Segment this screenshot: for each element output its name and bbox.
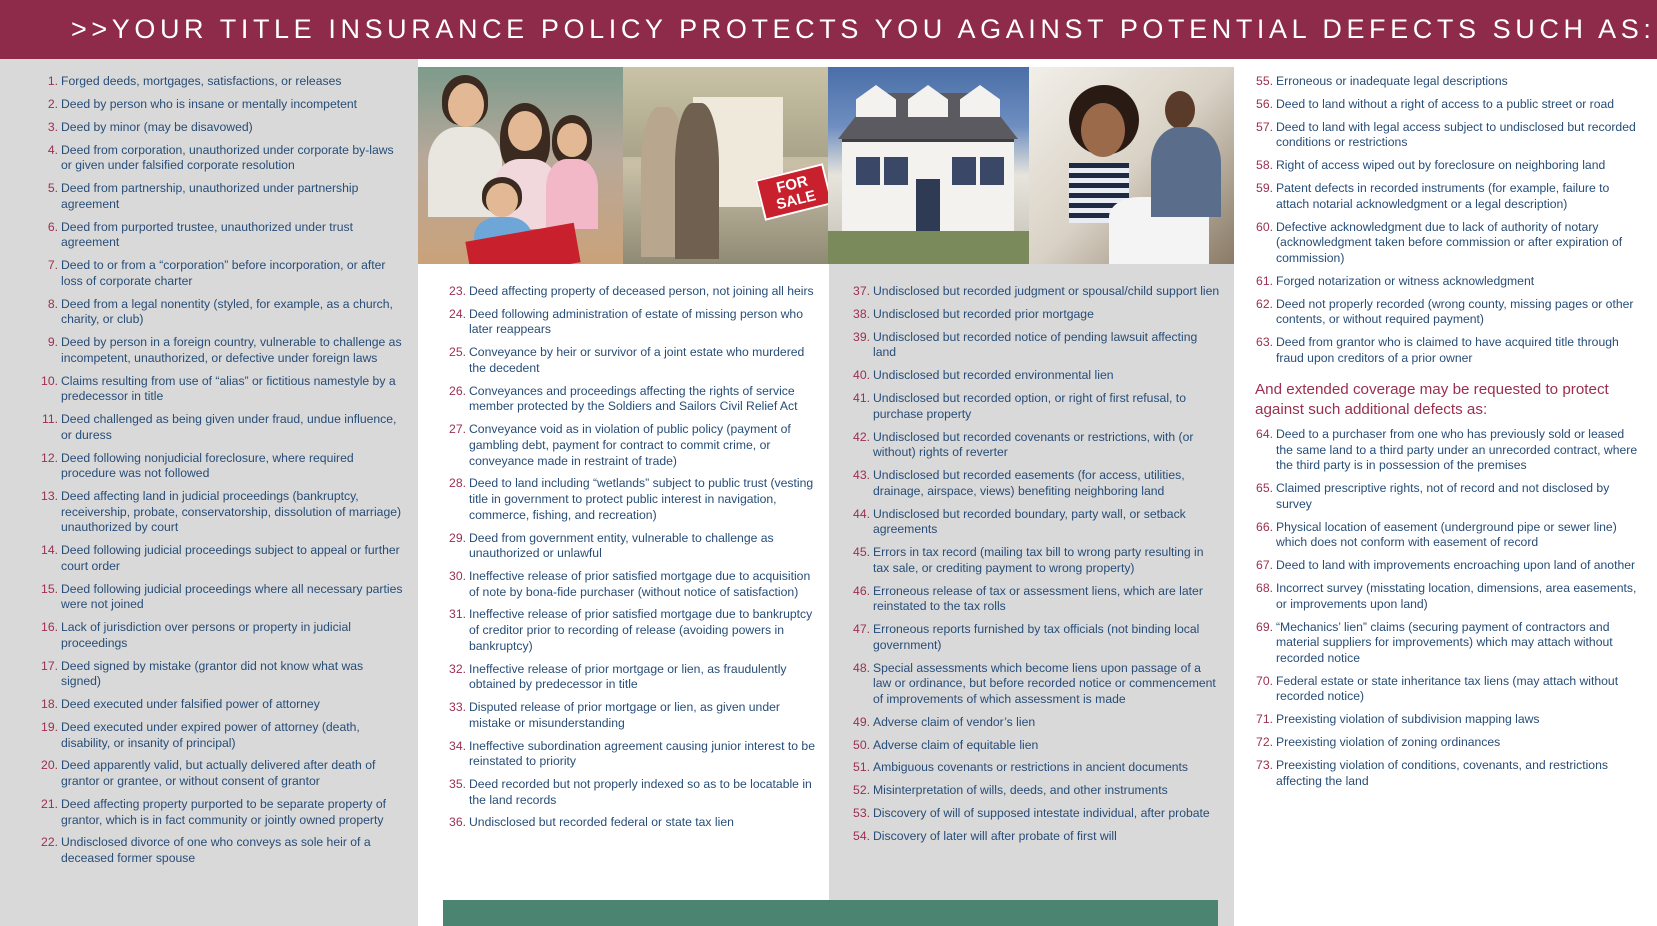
item-text: Undisclosed but recorded prior mortgage bbox=[873, 306, 1094, 321]
item-text: Deed from a legal nonentity (styled, for example, as a church, charity, or club) bbox=[61, 296, 393, 327]
list-item bbox=[40, 835, 418, 866]
list-item bbox=[40, 659, 418, 690]
item-text: Errors in tax record (mailing tax bill to wrong party resulting in tax sale, or crediting payment to wrong property) bbox=[873, 545, 1204, 575]
item-text: Incorrect survey (misstating location, dimensions, area easements, or improvements upon land) bbox=[1276, 581, 1637, 611]
item-text: Deed affecting property of deceased person, not joining all heirs bbox=[469, 284, 814, 298]
list-item bbox=[852, 545, 1234, 576]
extended-defect-list bbox=[1255, 427, 1657, 789]
item-text: Claimed prescriptive rights, not of record and not disclosed by survey bbox=[1276, 481, 1610, 511]
item-number: 73. bbox=[1256, 758, 1273, 773]
item-number: 58. bbox=[1256, 158, 1273, 173]
list-item bbox=[448, 284, 829, 300]
item-text: Undisclosed but recorded environmental lien bbox=[873, 368, 1114, 383]
list-item bbox=[1255, 481, 1657, 512]
list-item bbox=[1255, 712, 1657, 728]
list-item bbox=[448, 307, 829, 338]
item-number: 47. bbox=[853, 622, 870, 637]
item-number: 15. bbox=[41, 581, 58, 596]
extended-coverage-heading: And extended coverage may be requested to protect against such additional defects as: bbox=[1255, 381, 1609, 418]
item-text: “Mechanics’ lien” claims (securing payment of contractors and material suppliers for improvements) which may attach without recorded notice bbox=[1276, 619, 1613, 665]
list-item bbox=[40, 258, 418, 289]
list-item bbox=[448, 662, 829, 693]
list-item bbox=[448, 422, 829, 469]
for-sale-sign: FOR SALE bbox=[755, 163, 828, 221]
item-text: Erroneous release of tax or assessment liens, which are later reinstated to the tax rolls bbox=[873, 583, 1203, 614]
item-number: 70. bbox=[1256, 673, 1273, 688]
item-number: 40. bbox=[853, 368, 870, 383]
item-number: 35. bbox=[449, 777, 466, 791]
item-number: 5. bbox=[47, 181, 58, 196]
defect-list bbox=[1255, 74, 1657, 366]
list-item bbox=[448, 476, 829, 523]
list-item bbox=[40, 120, 418, 136]
list-item bbox=[40, 74, 418, 90]
item-number: 64. bbox=[1256, 427, 1273, 442]
couple-moving-photo bbox=[1029, 67, 1234, 264]
list-item bbox=[852, 783, 1234, 799]
list-item bbox=[40, 582, 418, 613]
item-text: Deed to land with legal access subject to undisclosed but recorded conditions or restrictions bbox=[1276, 119, 1636, 150]
list-item bbox=[40, 697, 418, 713]
item-text: Deed to or from a “corporation” before incorporation, or after loss of corporate charter bbox=[61, 258, 386, 288]
item-text: Deed not properly recorded (wrong county, missing pages or other contents, or without required payment) bbox=[1276, 296, 1634, 327]
list-item bbox=[852, 368, 1234, 384]
list-item bbox=[40, 758, 418, 789]
item-number: 36. bbox=[449, 815, 466, 830]
couple-for-sale-photo bbox=[623, 67, 828, 264]
item-text: Deed by minor (may be disavowed) bbox=[61, 119, 253, 134]
list-item bbox=[1255, 297, 1657, 328]
item-text: Deed affecting property purported to be separate property of grantor, which is in fact community or jointly owned property bbox=[61, 796, 386, 827]
item-text: Discovery of will of supposed intestate individual, after probate bbox=[873, 806, 1210, 821]
list-item bbox=[40, 335, 418, 366]
item-text: Deed from corporation, unauthorized under corporate by-laws or given under falsified corporate resolution bbox=[61, 142, 394, 173]
item-number: 44. bbox=[853, 506, 870, 521]
item-text: Conveyance void as in violation of public policy (payment of gambling debt, payment for contract to commit crime, or conveyance made in restraint of trade) bbox=[469, 422, 791, 468]
item-number: 20. bbox=[41, 758, 58, 773]
list-item bbox=[448, 384, 829, 415]
item-number: 30. bbox=[449, 568, 466, 583]
item-number: 4. bbox=[47, 142, 58, 157]
item-text: Ineffective release of prior satisfied mortgage due to acquisition of note by bona-fide purchaser (without notice of satisfaction) bbox=[469, 568, 811, 599]
item-text: Special assessments which become liens upon passage of a law or ordinance, but before recorded notice or commencement of improvements of which assessment is made bbox=[873, 660, 1216, 706]
item-text: Deed following judicial proceedings where all necessary parties were not joined bbox=[61, 581, 403, 612]
list-item bbox=[852, 806, 1234, 822]
item-number: 10. bbox=[41, 373, 58, 388]
list-item bbox=[852, 661, 1234, 708]
item-number: 67. bbox=[1256, 558, 1273, 573]
item-text: Undisclosed divorce of one who conveys as sole heir of a deceased former spouse bbox=[61, 835, 371, 865]
list-item bbox=[852, 829, 1234, 845]
item-number: 18. bbox=[41, 697, 58, 712]
item-text: Federal estate or state inheritance tax liens (may attach without recorded notice) bbox=[1276, 673, 1619, 704]
item-text: Forged deeds, mortgages, satisfactions, or releases bbox=[61, 74, 342, 88]
list-item bbox=[852, 468, 1234, 499]
item-text: Undisclosed but recorded covenants or restrictions, with (or without) rights of reverter bbox=[873, 429, 1194, 460]
item-text: Forged notarization or witness acknowledgment bbox=[1276, 273, 1535, 288]
item-number: 19. bbox=[41, 719, 58, 734]
item-number: 71. bbox=[1256, 712, 1273, 727]
item-text: Deed to a purchaser from one who has previously sold or leased the same land to a third party under an unrecorded contract, where the third party is in possession of the premises bbox=[1276, 427, 1638, 473]
item-number: 22. bbox=[41, 835, 58, 850]
item-number: 63. bbox=[1256, 335, 1273, 350]
item-text: Deed to land with improvements encroaching upon land of another bbox=[1276, 558, 1636, 573]
item-number: 46. bbox=[853, 583, 870, 598]
item-number: 28. bbox=[449, 476, 466, 491]
list-item bbox=[40, 297, 418, 328]
list-item bbox=[40, 143, 418, 174]
list-item bbox=[1255, 158, 1657, 174]
item-number: 33. bbox=[449, 700, 466, 715]
item-text: Ambiguous covenants or restrictions in ancient documents bbox=[873, 760, 1189, 775]
list-item bbox=[1255, 120, 1657, 151]
item-number: 1. bbox=[47, 74, 58, 88]
defect-list bbox=[448, 284, 829, 831]
item-text: Deed affecting land in judicial proceedings (bankruptcy, receivership, probate, conservatorship, dissolution of marriage) unauthorized by court bbox=[61, 489, 402, 535]
item-number: 26. bbox=[449, 383, 466, 398]
item-text: Deed to land including “wetlands” subject to public trust (vesting title in government to protect public interest in navigation, commerce, fishing, and recreation) bbox=[469, 476, 814, 522]
item-number: 14. bbox=[41, 543, 58, 558]
item-number: 34. bbox=[449, 738, 466, 753]
item-number: 13. bbox=[41, 489, 58, 504]
page-banner: >>YOUR TITLE INSURANCE POLICY PROTECTS YOU AGAINST POTENTIAL DEFECTS SUCH AS: bbox=[0, 0, 1657, 59]
item-number: 24. bbox=[449, 306, 466, 321]
item-text: Deed signed by mistake (grantor did not know what was signed) bbox=[61, 658, 364, 689]
item-number: 61. bbox=[1256, 273, 1273, 288]
item-text: Adverse claim of equitable lien bbox=[873, 737, 1039, 752]
defect-list bbox=[852, 284, 1234, 845]
item-text: Misinterpretation of wills, deeds, and other instruments bbox=[873, 783, 1168, 798]
item-text: Patent defects in recorded instruments (for example, failure to attach notarial acknowledgment or a legal description) bbox=[1276, 181, 1610, 211]
list-item bbox=[852, 430, 1234, 461]
item-text: Deed from partnership, unauthorized under partnership agreement bbox=[61, 181, 359, 211]
item-number: 59. bbox=[1256, 181, 1273, 196]
list-item bbox=[448, 569, 829, 600]
item-text: Deed executed under falsified power of attorney bbox=[61, 697, 320, 712]
item-number: 8. bbox=[47, 296, 58, 311]
item-text: Deed to land without a right of access to a public street or road bbox=[1276, 96, 1615, 111]
list-item bbox=[852, 738, 1234, 754]
item-number: 27. bbox=[449, 422, 466, 437]
item-number: 69. bbox=[1256, 619, 1273, 634]
defects-column-2 bbox=[418, 264, 829, 926]
item-text: Deed following judicial proceedings subject to appeal or further court order bbox=[61, 543, 400, 573]
item-number: 62. bbox=[1256, 296, 1273, 311]
list-item bbox=[852, 760, 1234, 776]
item-text: Physical location of easement (underground pipe or sewer line) which does not conform with easement of record bbox=[1276, 519, 1617, 550]
family-photo bbox=[418, 67, 623, 264]
item-number: 42. bbox=[853, 429, 870, 444]
list-item bbox=[448, 777, 829, 808]
item-text: Undisclosed but recorded option, or right of first refusal, to purchase property bbox=[873, 391, 1186, 421]
item-text: Deed executed under expired power of attorney (death, disability, or insanity of principal) bbox=[61, 719, 360, 750]
list-item bbox=[1255, 335, 1657, 366]
item-number: 3. bbox=[47, 119, 58, 134]
list-item bbox=[1255, 581, 1657, 612]
list-item bbox=[40, 620, 418, 651]
list-item bbox=[852, 715, 1234, 731]
list-item bbox=[448, 345, 829, 376]
item-number: 17. bbox=[41, 658, 58, 673]
defects-column-4 bbox=[1234, 59, 1657, 926]
list-item bbox=[40, 97, 418, 113]
item-number: 55. bbox=[1256, 74, 1273, 88]
item-number: 51. bbox=[853, 760, 870, 775]
item-number: 50. bbox=[853, 737, 870, 752]
list-item bbox=[852, 307, 1234, 323]
list-item bbox=[1255, 220, 1657, 267]
item-number: 72. bbox=[1256, 735, 1273, 750]
item-number: 7. bbox=[47, 258, 58, 273]
item-text: Undisclosed but recorded easements (for access, utilities, drainage, airspace, views) benefiting neighboring land bbox=[873, 468, 1185, 498]
item-number: 2. bbox=[47, 96, 58, 111]
item-number: 41. bbox=[853, 391, 870, 406]
item-number: 32. bbox=[449, 661, 466, 676]
item-text: Claims resulting from use of “alias” or fictitious namestyle by a predecessor in title bbox=[61, 373, 396, 404]
item-number: 54. bbox=[853, 829, 870, 844]
list-item bbox=[852, 391, 1234, 422]
item-text: Undisclosed but recorded boundary, party wall, or setback agreements bbox=[873, 506, 1186, 537]
item-text: Deed following nonjudicial foreclosure, where required procedure was not followed bbox=[61, 450, 354, 481]
defects-column-3 bbox=[829, 264, 1234, 926]
item-number: 48. bbox=[853, 660, 870, 675]
list-item bbox=[40, 220, 418, 251]
item-number: 57. bbox=[1256, 119, 1273, 134]
item-text: Ineffective release of prior satisfied mortgage due to bankruptcy of creditor prior to recording of release (avoiding powers in bankruptcy) bbox=[469, 607, 813, 653]
list-item bbox=[1255, 74, 1657, 90]
list-item bbox=[40, 181, 418, 212]
list-item bbox=[448, 815, 829, 831]
list-item bbox=[40, 797, 418, 828]
list-item bbox=[1255, 620, 1657, 667]
list-item bbox=[448, 700, 829, 731]
list-item bbox=[852, 330, 1234, 361]
list-item bbox=[40, 412, 418, 443]
item-text: Defective acknowledgment due to lack of authority of notary (acknowledgment taken before commission or after expiration of commission) bbox=[1276, 219, 1623, 265]
list-item bbox=[40, 543, 418, 574]
item-text: Erroneous or inadequate legal descriptions bbox=[1276, 74, 1508, 88]
item-text: Undisclosed but recorded notice of pending lawsuit affecting land bbox=[873, 329, 1198, 360]
item-text: Erroneous reports furnished by tax officials (not binding local government) bbox=[873, 622, 1200, 652]
item-text: Preexisting violation of conditions, covenants, and restrictions affecting the land bbox=[1276, 758, 1608, 788]
item-number: 49. bbox=[853, 714, 870, 729]
item-text: Deed from grantor who is claimed to have acquired title through fraud upon creditors of a prior owner bbox=[1276, 335, 1619, 365]
item-text: Deed recorded but not properly indexed so as to be locatable in the land records bbox=[469, 777, 812, 807]
footer-bar bbox=[443, 900, 1218, 926]
item-text: Ineffective subordination agreement causing junior interest to be reinstated to priority bbox=[469, 738, 815, 769]
list-item bbox=[1255, 674, 1657, 705]
list-item bbox=[40, 489, 418, 536]
item-number: 25. bbox=[449, 345, 466, 360]
item-number: 37. bbox=[853, 284, 870, 298]
item-number: 60. bbox=[1256, 219, 1273, 234]
item-number: 11. bbox=[41, 412, 58, 427]
item-number: 43. bbox=[853, 468, 870, 483]
item-text: Adverse claim of vendor’s lien bbox=[873, 714, 1036, 729]
item-number: 6. bbox=[47, 219, 58, 234]
item-number: 66. bbox=[1256, 519, 1273, 534]
house-photo bbox=[828, 67, 1029, 264]
item-text: Deed following administration of estate of missing person who later reappears bbox=[469, 306, 803, 337]
list-item bbox=[448, 531, 829, 562]
item-text: Discovery of later will after probate of first will bbox=[873, 829, 1117, 844]
item-text: Deed from purported trustee, unauthorized under trust agreement bbox=[61, 219, 353, 250]
item-text: Disputed release of prior mortgage or lien, as given under mistake or misunderstanding bbox=[469, 700, 780, 730]
item-text: Undisclosed but recorded judgment or spousal/child support lien bbox=[873, 284, 1220, 298]
item-text: Preexisting violation of zoning ordinances bbox=[1276, 735, 1501, 750]
list-item bbox=[1255, 181, 1657, 212]
item-text: Preexisting violation of subdivision mapping laws bbox=[1276, 712, 1540, 727]
item-text: Conveyance by heir or survivor of a joint estate who murdered the decedent bbox=[469, 345, 805, 375]
item-text: Deed by person in a foreign country, vulnerable to challenge as incompetent, unauthorized, or defective under foreign laws bbox=[61, 335, 402, 365]
list-item bbox=[852, 622, 1234, 653]
item-number: 56. bbox=[1256, 96, 1273, 111]
list-item bbox=[852, 284, 1234, 300]
item-number: 68. bbox=[1256, 581, 1273, 596]
item-text: Conveyances and proceedings affecting the rights of service member protected by the Soldiers and Sailors Civil Relief Act bbox=[469, 383, 798, 414]
item-number: 39. bbox=[853, 329, 870, 344]
list-item bbox=[40, 374, 418, 405]
list-item bbox=[448, 739, 829, 770]
item-number: 45. bbox=[853, 545, 870, 560]
list-item bbox=[1255, 735, 1657, 751]
item-text: Deed apparently valid, but actually delivered after death of grantor or grantee, or without consent of grantor bbox=[61, 758, 376, 789]
photo-strip bbox=[418, 67, 1234, 264]
list-item bbox=[1255, 758, 1657, 789]
item-text: Right of access wiped out by foreclosure on neighboring land bbox=[1276, 158, 1606, 173]
list-item bbox=[448, 607, 829, 654]
list-item bbox=[40, 720, 418, 751]
item-number: 53. bbox=[853, 806, 870, 821]
list-item bbox=[1255, 558, 1657, 574]
item-number: 65. bbox=[1256, 481, 1273, 496]
item-number: 38. bbox=[853, 306, 870, 321]
item-number: 21. bbox=[41, 796, 58, 811]
list-item bbox=[1255, 427, 1657, 474]
defect-list bbox=[40, 74, 418, 867]
list-item bbox=[852, 507, 1234, 538]
item-text: Ineffective release of prior mortgage or lien, as fraudulently obtained by predecessor in title bbox=[469, 661, 787, 692]
item-number: 9. bbox=[47, 335, 58, 350]
list-item bbox=[1255, 97, 1657, 113]
item-number: 23. bbox=[449, 284, 466, 298]
list-item bbox=[1255, 274, 1657, 290]
item-text: Undisclosed but recorded federal or state tax lien bbox=[469, 815, 734, 830]
list-item bbox=[852, 584, 1234, 615]
item-text: Deed challenged as being given under fraud, undue influence, or duress bbox=[61, 412, 397, 442]
list-item bbox=[40, 451, 418, 482]
list-item bbox=[1255, 520, 1657, 551]
defects-column-1 bbox=[0, 59, 418, 926]
item-number: 29. bbox=[449, 530, 466, 545]
item-text: Deed from government entity, vulnerable to challenge as unauthorized or unlawful bbox=[469, 530, 774, 561]
item-number: 31. bbox=[449, 607, 466, 622]
item-number: 16. bbox=[41, 620, 58, 635]
item-text: Lack of jurisdiction over persons or property in judicial proceedings bbox=[61, 620, 351, 650]
item-text: Deed by person who is insane or mentally incompetent bbox=[61, 96, 358, 111]
item-number: 12. bbox=[41, 450, 58, 465]
item-number: 52. bbox=[853, 783, 870, 798]
